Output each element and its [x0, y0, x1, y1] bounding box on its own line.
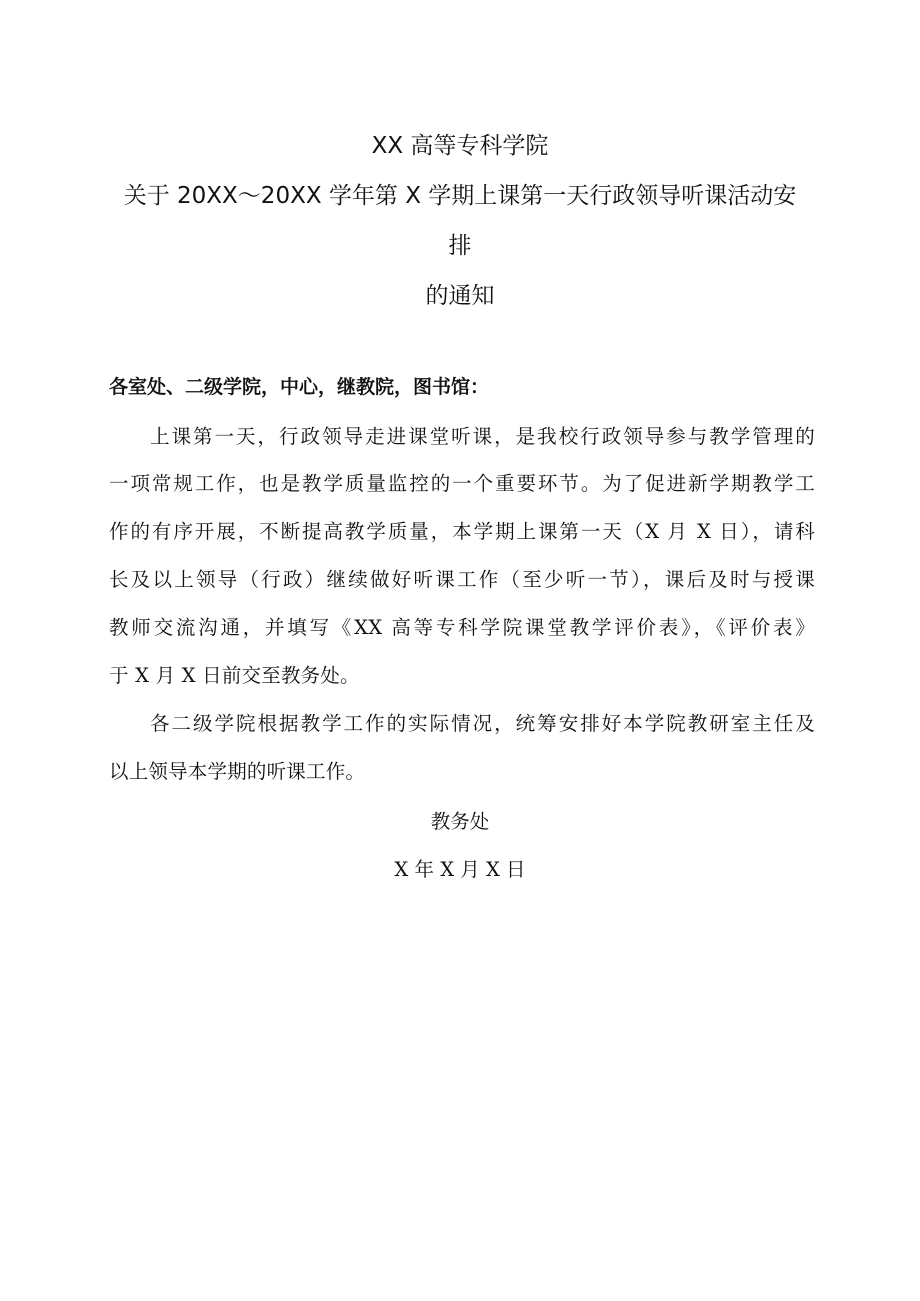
- paragraph-1-line: 作的有序开展，不断提高教学质量，本学期上课第一天（X 月 X 日），请科: [109, 520, 815, 543]
- paragraph-1-line: 教师交流沟通，并填写《XX 高等专科学院课堂教学评价表》，《评价表》: [109, 616, 815, 639]
- notice-title-line-3: 的通知: [425, 283, 495, 309]
- paragraph-1-line: 一项常规工作，也是教学质量监控的一个重要环节。为了促进新学期教学工: [109, 472, 815, 495]
- paragraph-2-line: 各二级学院根据教学工作的实际情况，统筹安排好本学院教研室主任及: [150, 712, 815, 735]
- notice-title-line-2: 排: [448, 233, 472, 259]
- signature-date: X 年 X 月 X 日: [394, 858, 526, 881]
- paragraph-1-line: 于 X 月 X 日前交至教务处。: [109, 664, 360, 687]
- salutation: 各室处、二级学院，中心，继教院，图书馆：: [109, 376, 490, 398]
- paragraph-2-line: 以上领导本学期的听课工作。: [109, 760, 366, 783]
- paragraph-1-line: 上课第一天，行政领导走进课堂听课，是我校行政领导参与教学管理的: [150, 425, 815, 448]
- notice-title-line-1: 关于 20XX～20XX 学年第 X 学期上课第一天行政领导听课活动安: [123, 183, 797, 209]
- institution-title: XX 高等专科学院: [371, 133, 549, 159]
- signature-department: 教务处: [430, 810, 490, 833]
- paragraph-1-line: 长及以上领导（行政）继续做好听课工作（至少听一节），课后及时与授课: [109, 568, 815, 591]
